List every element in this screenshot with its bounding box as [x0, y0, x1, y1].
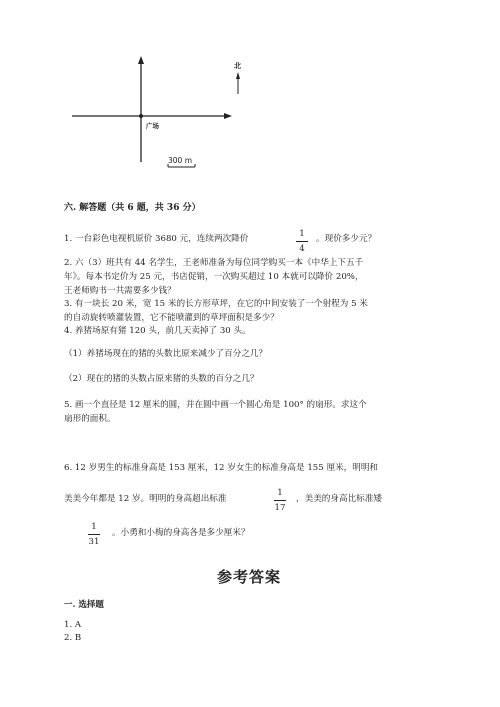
answer-item-1: 1. A: [64, 620, 82, 630]
q3-line1: 3. 有一块长 20 米，宽 15 米的长方形草坪，在它的中间安装了一个射程为 5 米: [64, 299, 368, 309]
q2-line3: 王老师购书一共需要多少钱？: [64, 286, 176, 296]
q6-frac1-num: 1: [277, 488, 283, 498]
map-diagram: [0, 0, 500, 190]
square-label: 广场: [146, 122, 159, 130]
q6-line3: 。小勇和小梅的身高各是多少厘米？: [112, 528, 250, 538]
q1-text-after: 。现价多少元？: [316, 234, 377, 244]
q3-line2: 的自动旋转喷灌装置，它不能喷灌到的草坪面积是多少？: [64, 313, 279, 323]
q1-frac-den: 4: [299, 244, 305, 254]
q5-line2: 扇形的面积。: [64, 414, 116, 424]
q4-sub1: （1）养猪场现在的猪的头数比原来减少了百分之几？: [64, 349, 268, 359]
q6-frac2-den: 31: [88, 537, 100, 547]
section6-heading: 六. 解答题（共 6 题，共 36 分）: [64, 203, 201, 213]
q5-line1: 5. 画一个直径是 12 厘米的圆，并在圆中画一个圆心角是 100° 的扇形。求这个: [64, 400, 367, 410]
q6-line2-before: 美美今年都是 12 岁。明明的身高超出标准: [64, 494, 227, 504]
q2-line2: 年》。每本书定价为 25 元，书店促销，一次购买超过 10 本就可以降价 20%，: [64, 272, 364, 282]
vertical-road-arrow: [138, 56, 144, 64]
q6-line2-after: ，美美的身高比标准矮: [296, 494, 382, 504]
answer-item-2: 2. B: [64, 633, 82, 643]
q2-line1: 2. 六（3）班共有 44 名学生，王老师准备为每位同学购买一本《中华上下五千: [64, 258, 364, 268]
q6-fraction1: [272, 488, 288, 513]
north-arrow-head: [236, 72, 240, 79]
q4-sub2: （2）现在的猪的头数占原来猪的头数的百分之几？: [64, 374, 259, 384]
north-label: 北: [234, 61, 241, 70]
square-point: [139, 114, 143, 118]
q4-line1: 4. 养猪场原有猪 120 头，前几天卖掉了 30 头。: [64, 326, 251, 336]
q6-frac2-num: 1: [91, 522, 97, 532]
q6-frac1-den: 17: [274, 503, 286, 513]
q1-text: 1. 一台彩色电视机原价 3680 元，连续两次降价: [64, 234, 249, 244]
q6-fraction2: [86, 522, 102, 547]
answers-title: 参考答案: [217, 568, 282, 586]
horizontal-road-arrow: [224, 113, 232, 119]
q1-fraction: [294, 229, 310, 254]
q1-frac-num: 1: [299, 229, 305, 239]
answers-section1-heading: 一. 选择题: [64, 600, 104, 610]
scale-label: 300 m: [168, 156, 193, 165]
q6-line1: 6. 12 岁男生的标准身高是 153 厘米，12 岁女生的标准身高是 155 厘米，明明和: [64, 463, 379, 473]
